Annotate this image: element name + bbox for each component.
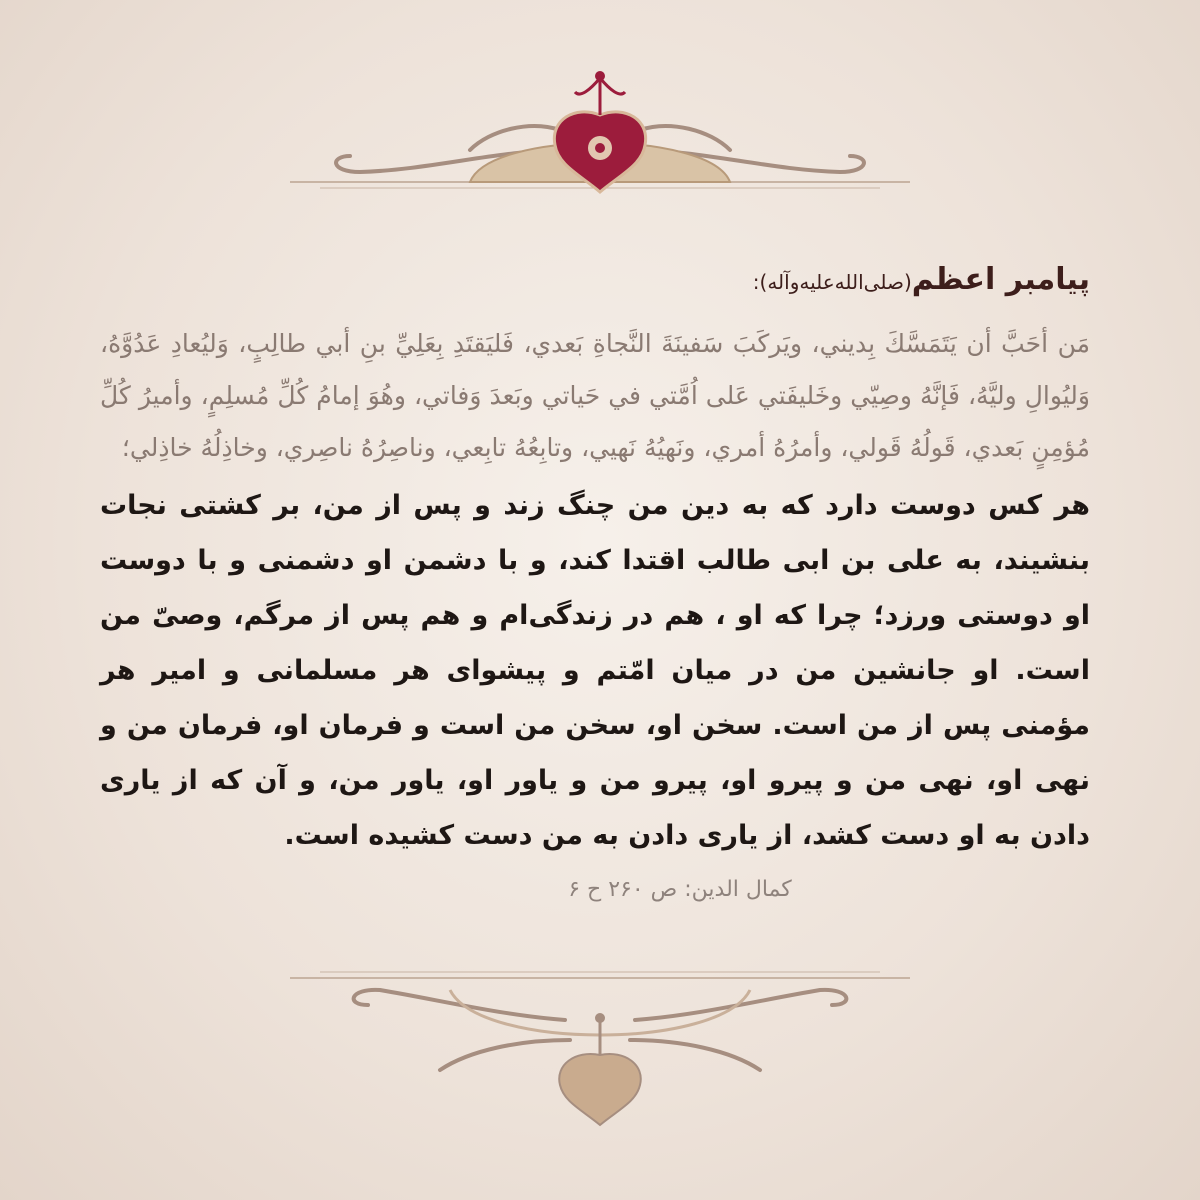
source-citation: کمال الدین: ص ۲۶۰ ح ۶ [568,877,792,902]
bottom-ornament [0,960,1200,1130]
title-main: پیامبر اعظم [911,262,1090,297]
arabic-hadith-text: مَن أحَبَّ أن يَتَمَسَّكَ بِديني، ويَركَبَ سَفينَةَ النَّجاةِ بَعدي، فَليَقتَدِ بِعَلِيِّ بنِ أبي طالِبٍ، وَليُعادِ عَدُوَّهُ، وَليُوالِ وليَّهُ، فَإنَّهُ وصِيّي وخَليفَتي عَلى اُمَّتي في حَياتي وبَعدَ وَفاتي، وهُوَ إمامُ كُلِّ مُسلِمٍ، وأميرُ كُلِّ مُؤمِنٍ بَعدي، قَولُهُ قَولي، وأمرُهُ أمري، ونَهيُهُ نَهيي، وتابِعُهُ تابِعي، وناصِرُهُ ناصِري، وخاذِلُهُ خاذِلي؛ [100,329,1090,462]
page-title [90,250,1090,312]
bottom-medallion [559,1013,641,1125]
bottom-divider-lines [290,972,910,978]
top-ornament [0,60,1200,200]
title-honorific: (صلی‌الله‌علیه‌وآله): [752,270,912,294]
hadith-content [90,250,1110,902]
flower-finial [575,71,625,115]
persian-translation-text: هر کس دوست دارد که به دین من چنگ زند و پس از من، بر کشتی نجات بنشیند، به علی بن ابی طالب اقتدا کند، و با دشمن او دشمنی و با دوست او دوستی ورزد؛ چرا که او ، هم در زندگی‌ام و هم پس از مرگم، وصیّ من است. او جانشین من در میان امّتم و پیشوای هر مسلمانی و امیر هر مؤمنی پس از من است. سخن او، سخن من است و فرمان او، فرمان من و نهی او، نهی من و پیرو او، پیرو من و یاور او، یاور من، و آن که از یاری دادن به او دست کشد، از یاری دادن به من دست کشیده است. [100,490,1090,851]
